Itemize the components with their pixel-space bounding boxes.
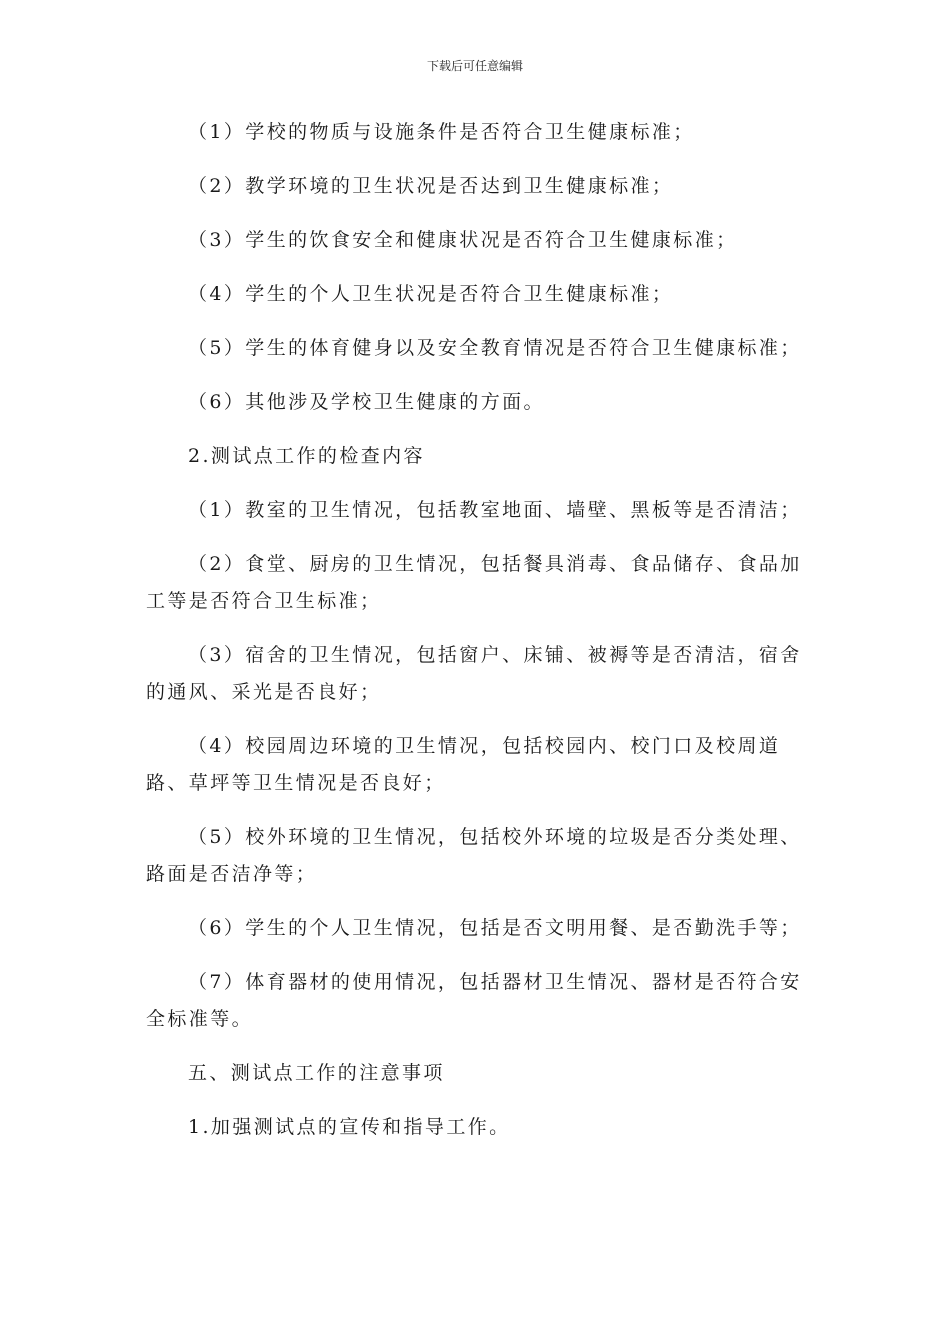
paragraph-classroom: （1）教室的卫生情况，包括教室地面、墙壁、黑板等是否清洁； [188, 499, 802, 521]
section-heading-inspection-content: 2.测试点工作的检查内容 [188, 445, 425, 467]
page-header-note: 下载后可任意编辑 [426, 59, 523, 73]
paragraph-student-hygiene: （6）学生的个人卫生情况，包括是否文明用餐、是否勤洗手等； [188, 917, 802, 939]
paragraph-check-personal-hygiene: （4）学生的个人卫生状况是否符合卫生健康标准； [188, 283, 674, 305]
paragraph-off-campus: （5）校外环境的卫生情况，包括校外环境的垃圾是否分类处理、路面是否洁净等； [146, 826, 802, 885]
paragraph-check-facilities: （1）学校的物质与设施条件是否符合卫生健康标准； [188, 121, 695, 143]
paragraph-check-diet-health: （3）学生的饮食安全和健康状况是否符合卫生健康标准； [188, 229, 738, 251]
paragraph-dormitory: （3）宿舍的卫生情况，包括窗户、床铺、被褥等是否清洁，宿舍的通风、采光是否良好； [146, 644, 802, 703]
paragraph-sports-equipment: （7）体育器材的使用情况，包括器材卫生情况、器材是否符合安全标准等。 [146, 971, 802, 1030]
paragraph-canteen-kitchen: （2）食堂、厨房的卫生情况，包括餐具消毒、食品储存、食品加工等是否符合卫生标准； [146, 553, 802, 612]
paragraph-publicity-guidance: 1.加强测试点的宣传和指导工作。 [188, 1116, 511, 1138]
paragraph-check-other: （6）其他涉及学校卫生健康的方面。 [188, 391, 545, 413]
paragraph-check-teaching-environment: （2）教学环境的卫生状况是否达到卫生健康标准； [188, 175, 674, 197]
paragraph-check-sports-safety: （5）学生的体育健身以及安全教育情况是否符合卫生健康标准； [188, 337, 802, 359]
document-body [146, 114, 814, 1163]
paragraph-campus-surroundings: （4）校园周边环境的卫生情况，包括校园内、校门口及校周道路、草坪等卫生情况是否良好； [146, 735, 781, 794]
section-heading-precautions: 五、测试点工作的注意事项 [188, 1062, 445, 1084]
